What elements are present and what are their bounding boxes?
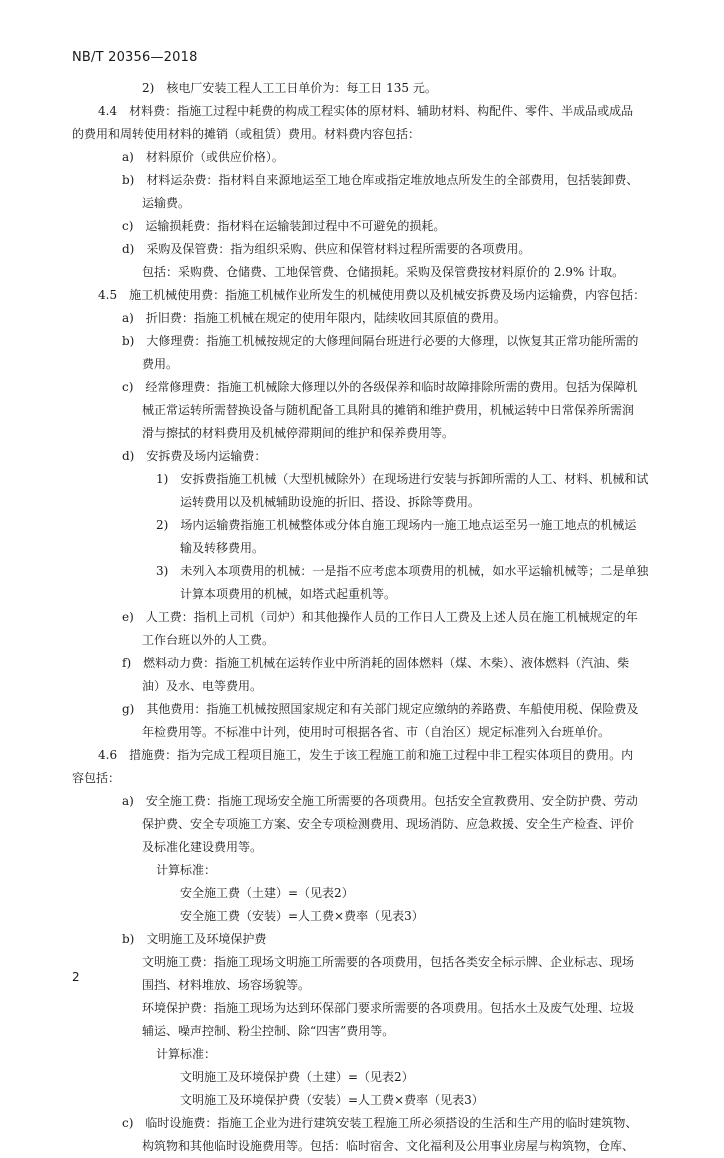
text-line: 计算标准： (156, 1047, 217, 1061)
text-line: a) 折旧费：指施工机械在规定的使用年限内，陆续收回其原值的费用。 (122, 311, 506, 325)
text-line: 及标准化建设费用等。 (142, 840, 263, 854)
text-line: 4.6 措施费：指为完成工程项目施工，发生于该工程施工前和施工过程中非工程实体项目的费用。内 (98, 748, 634, 762)
text-line: 运转费用以及机械辅助设施的折旧、搭设、拆除等费用。 (180, 495, 481, 509)
text-line: c) 临时设施费：指施工企业为进行建筑安装工程施工所必须搭设的生活和生产用的临时建筑物、 (122, 1116, 638, 1130)
text-line: 文明施工及环境保护费（安装）=人工费×费率（见表3） (180, 1093, 484, 1107)
text-line: 安全施工费（土建）=（见表2） (180, 886, 354, 900)
text-line: 3) 未列入本项费用的机械：一是指不应考虑本项费用的机械，如水平运输机械等；二是单独 (156, 564, 649, 578)
text-line: f) 燃料动力费：指施工机械在运转作业中所消耗的固体燃料（煤、木柴）、液体燃料（汽油、柴 (122, 656, 630, 670)
text-line: d) 安拆费及场内运输费： (122, 449, 267, 463)
text-line: d) 采购及保管费：指为组织采购、供应和保管材料过程所需要的各项费用。 (122, 242, 531, 256)
text-line: e) 人工费：指机上司机（司炉）和其他操作人员的工作日人工费及上述人员在施工机械规定的年 (122, 610, 638, 624)
text-line: 工作台班以外的人工费。 (142, 633, 275, 647)
text-line: 4.5 施工机械使用费：指施工机械作业所发生的机械使用费以及机械安拆费及场内运输费，内容包括： (98, 288, 646, 302)
text-line: 年检费用等。不标准中计列，使用时可根据各省、市（自治区）规定标准列入台班单价。 (142, 725, 611, 739)
text-line: 计算本项费用的机械，如塔式起重机等。 (180, 587, 397, 601)
text-line: 的费用和周转使用材料的摊销（或租赁）费用。材料费内容包括： (72, 127, 421, 141)
text-line: 文明施工及环境保护费（土建）=（见表2） (180, 1070, 414, 1084)
text-line: b) 材料运杂费：指材料自来源地运至工地仓库或指定堆放地点所发生的全部费用，包括装卸费、 (122, 173, 639, 187)
text-line: g) 其他费用：指施工机械按照国家规定和有关部门规定应缴纳的养路费、车船使用税、保险费及 (122, 702, 639, 716)
text-line: 1) 安拆费指施工机械（大型机械除外）在现场进行安装与拆卸所需的人工、材料、机械和试 (156, 472, 649, 486)
text-line: c) 经常修理费：指施工机械除大修理以外的各级保养和临时故障排除所需的费用。包括为保障机 (122, 380, 638, 394)
text-line: 费用。 (142, 357, 179, 371)
text-line: 包括：采购费、仓储费、工地保管费、仓储损耗。采购及保管费按材料原价的 2.9% 计取。 (142, 265, 625, 279)
text-line: 4.4 材料费：指施工过程中耗费的构成工程实体的原材料、辅助材料、构配件、零件、半成品或成品 (98, 104, 634, 118)
text-line: b) 文明施工及环境保护费 (122, 932, 267, 946)
text-line: 环境保护费：指施工现场为达到环保部门要求所需要的各项费用。包括水土及废气处理、垃圾 (142, 1001, 635, 1015)
text-line: 辅运、噪声控制、粉尘控制、除“四害”费用等。 (142, 1024, 395, 1038)
text-line: 2) 核电厂安装工程人工工日单价为：每工日 135 元。 (142, 81, 437, 95)
standard-number-header: NB/T 20356—2018 (72, 50, 198, 65)
text-line: 2) 场内运输费指施工机械整体或分体自施工现场内一施工地点运至另一施工地点的机械运 (156, 518, 637, 532)
text-line: b) 大修理费：指施工机械按规定的大修理间隔台班进行必要的大修理，以恢复其正常功能所需的 (122, 334, 639, 348)
text-line: 输及转移费用。 (180, 541, 265, 555)
text-line: 文明施工费：指施工现场文明施工所需要的各项费用，包括各类安全标示牌、企业标志、现场 (142, 955, 635, 969)
page-number: 2 (72, 970, 80, 984)
document-body (72, 77, 668, 1158)
text-line: 保护费、安全专项施工方案、安全专项检测费用、现场消防、应急救援、安全生产检查、评价 (142, 817, 635, 831)
text-line: a) 材料原价（或供应价格）。 (122, 150, 284, 164)
text-line: 运输费。 (142, 196, 191, 210)
text-line: a) 安全施工费：指施工现场安全施工所需要的各项费用。包括安全宣教费用、安全防护费、劳动 (122, 794, 638, 808)
text-line: 械正常运转所需替换设备与随机配备工具附具的摊销和维护费用，机械运转中日常保养所需润 (142, 403, 635, 417)
text-line: 滑与擦拭的材料费用及机械停滞期间的维护和保养费用等。 (142, 426, 455, 440)
text-line: 计算标准： (156, 863, 217, 877)
text-line: c) 运输损耗费：指材料在运输装卸过程中不可避免的损耗。 (122, 219, 446, 233)
text-line: 围挡、材料堆放、场容场貌等。 (142, 978, 311, 992)
text-line: 容包括： (72, 771, 121, 785)
text-line: 安全施工费（安装）=人工费×费率（见表3） (180, 909, 424, 923)
text-line: 油）及水、电等费用。 (142, 679, 263, 693)
text-line: 构筑物和其他临时设施费用等。包括：临时宿舍、文化福利及公用事业房屋与构筑物，仓库、 (142, 1139, 635, 1153)
